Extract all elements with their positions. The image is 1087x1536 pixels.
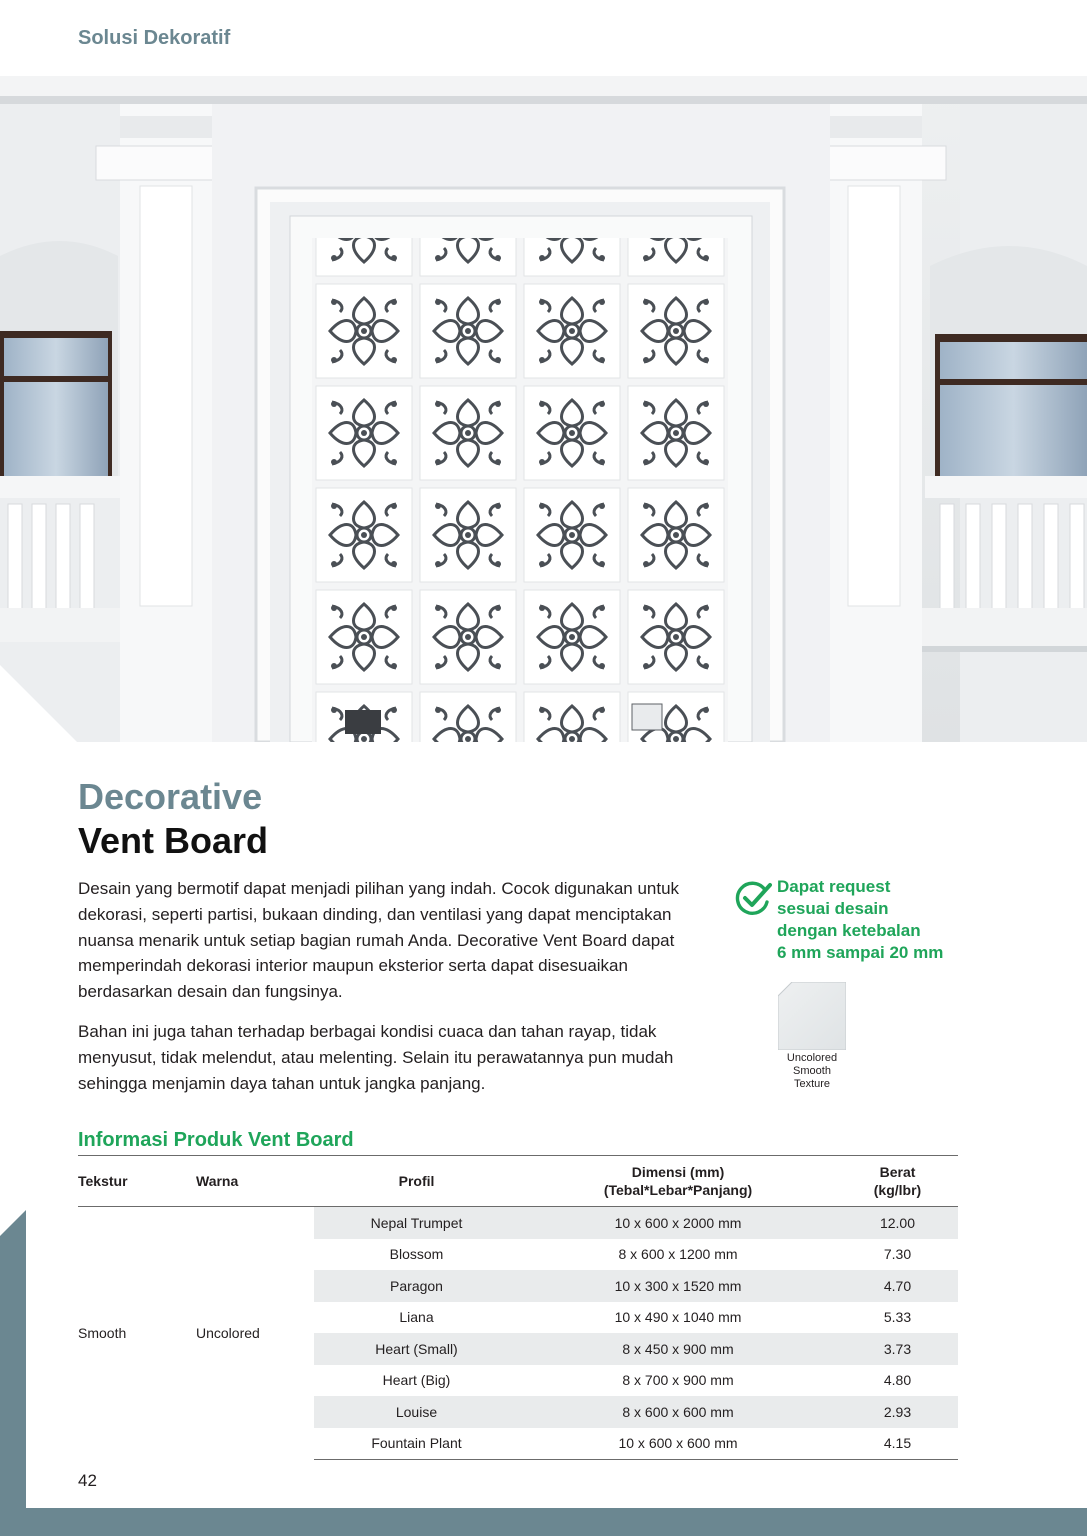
cell-berat: 5.33	[883, 1309, 912, 1326]
cell-berat: 2.93	[837, 1396, 958, 1428]
cell-berat: 3.73	[837, 1333, 958, 1365]
cell-dimensi: 8 x 600 x 600 mm	[519, 1396, 837, 1428]
cell-berat: 4.15	[837, 1428, 958, 1460]
texture-swatch	[778, 982, 846, 1050]
page-number: 42	[78, 1471, 97, 1490]
header-tekstur: Tekstur	[78, 1156, 196, 1207]
swatch-label-line: Texture	[793, 1078, 831, 1090]
cell-berat: 4.70	[837, 1270, 958, 1302]
cell-profil: Blossom	[389, 1246, 444, 1263]
body-paragraph-2: Bahan ini juga tahan terhadap berbagai kondisi cuaca dan tahan rayap, tidak menyusut, tidak melendut, atau melenting. Selain itu perawatannya pun mudah sehingga menjamin daya tahan untuk jangka panjang.	[78, 1022, 674, 1093]
callout-line: sesuai desain	[777, 899, 889, 918]
cell-berat: 12.00	[837, 1207, 958, 1239]
cell-profil: Heart (Small)	[314, 1333, 519, 1365]
cell-dimensi: 10 x 600 x 600 mm	[519, 1428, 837, 1460]
cell-dimensi: 10 x 490 x 1040 mm	[614, 1309, 742, 1326]
title-line2: Vent Board	[78, 820, 269, 861]
bottom-accent-bar	[0, 1508, 1087, 1536]
hero-corner-cut	[0, 665, 77, 742]
cell-berat: 7.30	[883, 1246, 912, 1263]
left-accent-band	[0, 1210, 26, 1536]
cell-profil: Heart (Big)	[382, 1372, 451, 1389]
cell-dimensi: 8 x 450 x 900 mm	[519, 1333, 837, 1365]
callout-line: Dapat request	[777, 877, 891, 896]
left-accent-band-cut	[0, 1210, 26, 1236]
header-berat-line1: Berat	[879, 1164, 916, 1180]
section-label: Solusi Dekoratif	[78, 27, 231, 49]
cell-warna: Uncolored	[196, 1325, 260, 1342]
title-line1: Decorative	[78, 776, 263, 817]
cell-profil: Paragon	[314, 1270, 519, 1302]
cell-dimensi: 8 x 600 x 1200 mm	[618, 1246, 738, 1263]
table-title: Informasi Produk Vent Board	[78, 1129, 354, 1151]
callout-line: 6 mm sampai 20 mm	[777, 943, 944, 962]
product-table	[78, 1155, 958, 1460]
check-circle-icon	[734, 880, 772, 918]
header-berat	[837, 1156, 958, 1207]
header-dimensi-line1: Dimensi (mm)	[631, 1164, 725, 1180]
table-row	[78, 1207, 958, 1239]
swatch-label-line: Smooth	[793, 1065, 831, 1077]
hero-image	[0, 76, 1087, 742]
cell-profil: Liana	[399, 1309, 434, 1326]
cell-dimensi: 8 x 700 x 900 mm	[622, 1372, 734, 1389]
header-warna: Warna	[196, 1156, 314, 1207]
table-header-row	[78, 1156, 958, 1207]
swatch-label	[772, 1052, 852, 1091]
body-paragraph-1: Desain yang bermotif dapat menjadi pilihan yang indah. Cocok digunakan untuk dekorasi, seperti partisi, bukaan dinding, dan ventilasi yang dapat menciptakan nuansa menarik untuk setiap bagian rumah Anda. Decorative Vent Board dapat memperindah dekorasi interior maupun eksterior serta dapat disesuaikan berdasarkan desain dan fungsinya.	[78, 879, 680, 1002]
header-berat-line2: (kg/lbr)	[873, 1182, 922, 1198]
cell-profil: Fountain Plant	[314, 1428, 519, 1460]
header-dimensi	[519, 1156, 837, 1207]
header-dimensi-line2: (Tebal*Lebar*Panjang)	[603, 1182, 753, 1198]
swatch-label-line: Uncolored	[786, 1052, 838, 1064]
cell-profil: Nepal Trumpet	[314, 1207, 519, 1239]
callout-line: dengan ketebalan	[777, 921, 921, 940]
header-profil: Profil	[314, 1156, 519, 1207]
callout-text	[777, 876, 977, 964]
cell-dimensi: 10 x 300 x 1520 mm	[519, 1270, 837, 1302]
cell-dimensi: 10 x 600 x 2000 mm	[519, 1207, 837, 1239]
cell-berat: 4.80	[883, 1372, 912, 1389]
cell-tekstur: Smooth	[78, 1325, 127, 1342]
cell-profil: Louise	[314, 1396, 519, 1428]
